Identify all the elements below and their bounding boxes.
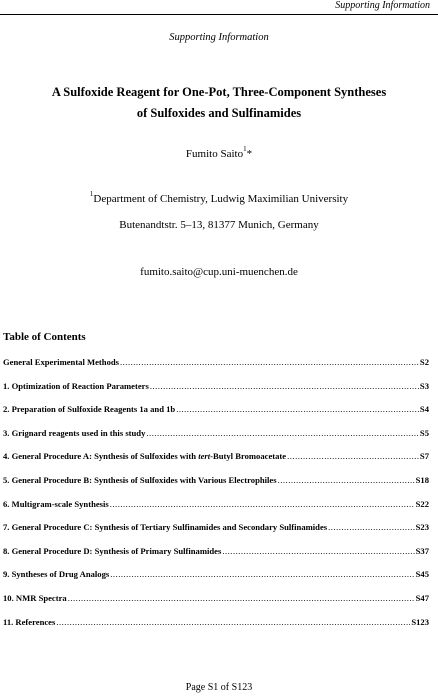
toc-entry-page: S23: [415, 522, 429, 533]
corresponding-author-mark: *: [246, 148, 253, 160]
toc-dot-leader: [110, 569, 414, 579]
toc-entry[interactable]: [3, 381, 429, 405]
affiliation-line-1: [0, 190, 438, 205]
paper-title: [0, 82, 438, 124]
toc-entry-label: 10. NMR Spectra: [3, 592, 67, 603]
toc-entry-label: 3. Grignard reagents used in this study: [3, 427, 146, 438]
toc-entry-label: 9. Syntheses of Drug Analogs: [3, 569, 110, 580]
toc-entry-label: 7. General Procedure C: Synthesis of Tertiary Sulfinamides and Secondary Sulfinamides: [3, 522, 328, 533]
toc-entry-label: [3, 451, 286, 461]
toc-entry-page: S37: [415, 545, 429, 556]
toc-dot-leader: [222, 546, 414, 556]
toc-entry-label: 11. References: [3, 616, 56, 627]
affiliation-department: Department of Chemistry, Ludwig Maximilian University: [93, 193, 349, 205]
toc-entry-label: 8. General Procedure D: Synthesis of Primary Sulfinamides: [3, 545, 222, 556]
toc-entry-label: 6. Multigram-scale Synthesis: [3, 498, 109, 509]
toc-dot-leader: [146, 428, 419, 438]
toc-entry[interactable]: [3, 499, 429, 523]
toc-entry[interactable]: [3, 546, 429, 570]
page-footer: Page S1 of S123: [185, 682, 253, 693]
toc-dot-leader: [56, 617, 410, 627]
toc-entry[interactable]: [3, 404, 429, 428]
author-affiliation-mark: 1: [243, 145, 247, 154]
toc-entry-label: 1. Optimization of Reaction Parameters: [3, 380, 149, 391]
toc-entry[interactable]: [3, 357, 429, 381]
toc-entry[interactable]: [3, 593, 429, 617]
toc-entry-page: S2: [419, 357, 429, 367]
author-name: Fumito Saito: [185, 148, 244, 160]
toc-entry[interactable]: [3, 475, 429, 499]
toc-entry-page: S45: [415, 569, 429, 580]
toc-entry[interactable]: [3, 569, 429, 593]
affiliation-address: Butenandtstr. 5–13, 81377 Munich, Germany: [119, 219, 319, 231]
toc-entry-label-italic: tert: [198, 451, 211, 462]
toc-entry-page: S5: [419, 427, 429, 438]
supporting-information-label: Supporting Information: [169, 32, 269, 43]
paper-title-line-2: of Sulfoxides and Sulfinamides: [136, 106, 302, 120]
running-header: Supporting Information: [335, 0, 430, 11]
toc-entry-label: 2. Preparation of Sulfoxide Reagents 1a and 1b: [3, 404, 176, 415]
toc-entry-label-start: 4. General Procedure A: Synthesis of Sulfoxides with: [3, 451, 199, 462]
toc-dot-leader: [120, 357, 419, 367]
toc-entry-label: General Experimental Methods: [3, 357, 119, 367]
toc-heading: Table of Contents: [3, 331, 86, 343]
toc-entry[interactable]: [3, 451, 429, 475]
toc-dot-leader: [278, 475, 415, 485]
toc-entry-page: S123: [411, 616, 429, 627]
toc-dot-leader: [150, 381, 419, 391]
toc-dot-leader: [328, 522, 415, 532]
toc-entry[interactable]: [3, 522, 429, 546]
toc-entry-page: S18: [415, 474, 429, 485]
toc-list: [3, 357, 429, 640]
toc-entry[interactable]: [3, 428, 429, 452]
toc-entry-label: 5. General Procedure B: Synthesis of Sulfoxides with Various Electrophiles: [3, 474, 277, 485]
toc-entry-label-end: -Butyl Bromoacetate: [210, 451, 287, 462]
header-rule: [0, 14, 438, 15]
toc-dot-leader: [68, 593, 415, 603]
toc-entry-page: S22: [415, 498, 429, 509]
affiliation-mark: 1: [89, 190, 94, 199]
author-line: [0, 145, 438, 160]
author-email: fumito.saito@cup.uni-muenchen.de: [140, 266, 298, 278]
toc-dot-leader: [287, 451, 419, 461]
toc-entry-page: S7: [419, 451, 429, 462]
toc-entry-page: S3: [419, 380, 429, 391]
paper-title-line-1: A Sulfoxide Reagent for One-Pot, Three-Component Syntheses: [51, 85, 387, 99]
toc-entry-page: S4: [419, 404, 429, 415]
toc-entry-page: S47: [415, 592, 429, 603]
toc-dot-leader: [110, 499, 415, 509]
toc-dot-leader: [176, 404, 419, 414]
toc-entry[interactable]: [3, 617, 429, 641]
